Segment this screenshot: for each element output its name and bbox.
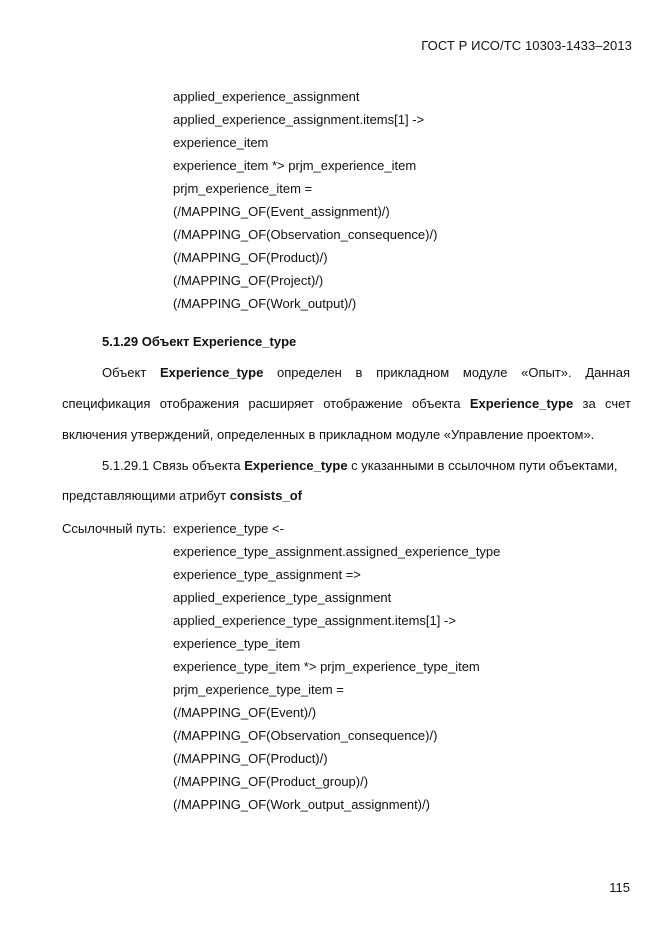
subsection-prefix: представляющими атрибут bbox=[62, 488, 230, 503]
paragraph-line bbox=[102, 365, 630, 380]
subsection-title-cont bbox=[62, 488, 302, 503]
mapping-line: applied_experience_assignment.items[1] -> bbox=[173, 112, 425, 127]
subsection-title bbox=[102, 458, 617, 473]
ref-path-line: (/MAPPING_OF(Product_group)/) bbox=[173, 774, 369, 789]
subsection-suffix: с указанными в ссылочном пути объектами, bbox=[347, 458, 618, 473]
word: расширяет bbox=[248, 396, 314, 411]
word: отображение bbox=[323, 396, 403, 411]
mapping-line: experience_item *> prjm_experience_item bbox=[173, 158, 417, 173]
ref-path-line: prjm_experience_type_item = bbox=[173, 682, 344, 697]
paragraph-line: включения утверждений, определенных в прикладном модуле «Управление проектом». bbox=[62, 427, 595, 442]
mapping-line: prjm_experience_item = bbox=[173, 181, 313, 196]
ref-path-line: (/MAPPING_OF(Work_output_assignment)/) bbox=[173, 797, 430, 812]
subsection-prefix: 5.1.29.1 Связь объекта bbox=[102, 458, 245, 473]
word: определен bbox=[277, 365, 342, 380]
ref-path-label: Ссылочный путь: bbox=[62, 521, 166, 536]
ref-path-line: experience_type <- bbox=[173, 521, 284, 536]
ref-path-line: (/MAPPING_OF(Product)/) bbox=[173, 751, 328, 766]
mapping-line: applied_experience_assignment bbox=[173, 89, 360, 104]
ref-path-line: applied_experience_type_assignment bbox=[173, 590, 392, 605]
word: отображения bbox=[159, 396, 240, 411]
entity-name: Experience_type bbox=[469, 396, 574, 411]
page-number: 115 bbox=[609, 880, 630, 895]
ref-path-line: experience_type_item bbox=[173, 636, 301, 651]
word: счет bbox=[605, 396, 631, 411]
attribute-name: consists_of bbox=[229, 488, 302, 503]
entity-name: Experience_type bbox=[244, 458, 348, 473]
ref-path-line: applied_experience_type_assignment.items[1] -> bbox=[173, 613, 456, 628]
ref-path-line: (/MAPPING_OF(Event)/) bbox=[173, 705, 317, 720]
word: спецификация bbox=[62, 396, 151, 411]
ref-path-line: (/MAPPING_OF(Observation_consequence)/) bbox=[173, 728, 438, 743]
word: Объект bbox=[102, 365, 147, 380]
word: «Опыт». bbox=[521, 365, 572, 380]
section-heading: 5.1.29 Объект Experience_type bbox=[102, 334, 297, 349]
word: модуле bbox=[462, 365, 508, 380]
ref-path-line: experience_type_assignment => bbox=[173, 567, 361, 582]
mapping-line: (/MAPPING_OF(Project)/) bbox=[173, 273, 324, 288]
mapping-line: (/MAPPING_OF(Event_assignment)/) bbox=[173, 204, 390, 219]
mapping-line: experience_item bbox=[173, 135, 269, 150]
standard-header: ГОСТ Р ИСО/ТС 10303-1433–2013 bbox=[421, 38, 632, 53]
word: за bbox=[582, 396, 596, 411]
word: прикладном bbox=[376, 365, 450, 380]
mapping-line: (/MAPPING_OF(Product)/) bbox=[173, 250, 328, 265]
word: Данная bbox=[585, 365, 630, 380]
ref-path-line: experience_type_item *> prjm_experience_type_item bbox=[173, 659, 480, 674]
ref-path-line: experience_type_assignment.assigned_experience_type bbox=[173, 544, 501, 559]
mapping-line: (/MAPPING_OF(Work_output)/) bbox=[173, 296, 357, 311]
entity-name: Experience_type bbox=[159, 365, 264, 380]
word: в bbox=[355, 365, 363, 380]
paragraph-line bbox=[62, 396, 631, 411]
word: объекта bbox=[412, 396, 461, 411]
mapping-line: (/MAPPING_OF(Observation_consequence)/) bbox=[173, 227, 438, 242]
